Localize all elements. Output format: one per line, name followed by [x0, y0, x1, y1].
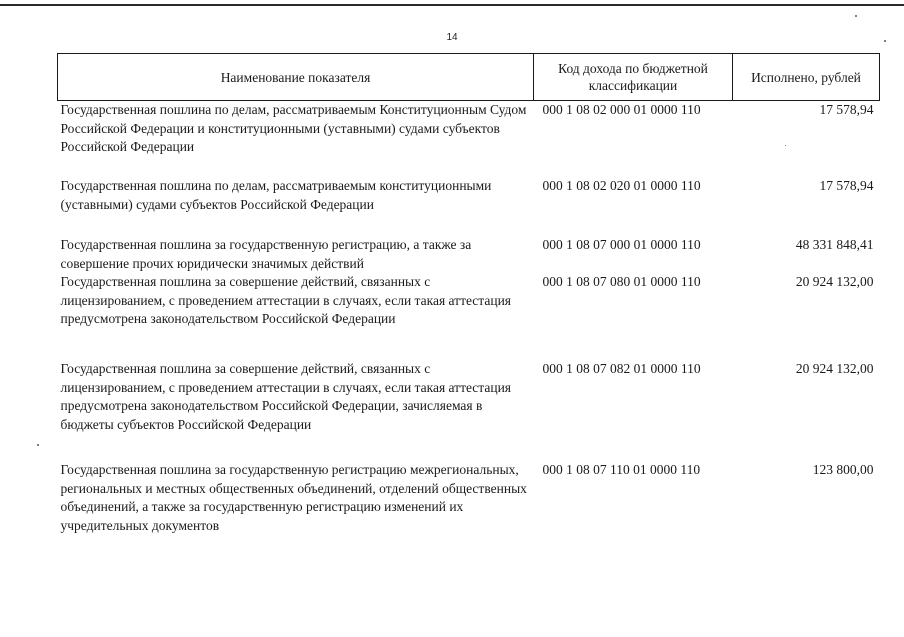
- scan-speck: [884, 40, 886, 42]
- row-name: Государственная пошлина по делам, рассматриваемым конституционными (уставными) судами субъектов Российской Федерации: [60, 178, 492, 212]
- row-amount: 123 800,00: [812, 462, 874, 477]
- top-border-line: [0, 4, 904, 6]
- row-name: Государственная пошлина за совершение действий, связанных с лицензированием, с проведением аттестации в случаях, если такая аттестация предусмотрена законодательством Российской Федерации, зачисляемая в бюджеты субъектов Российской Федерации: [60, 361, 512, 432]
- row-code: 000 1 08 07 082 01 0000 110: [542, 361, 701, 376]
- row-code: 000 1 08 02 020 01 0000 110: [542, 178, 701, 193]
- row-code: 000 1 08 07 110 01 0000 110: [542, 462, 701, 477]
- row-name: Государственная пошлина за государственную регистрацию, а также за совершение прочих юридически значимых действий: [60, 237, 472, 271]
- table-row: [58, 360, 880, 461]
- revenue-table: [57, 53, 880, 561]
- page-number: 14: [446, 32, 458, 43]
- row-amount: 20 924 132,00: [795, 361, 874, 376]
- row-code: 000 1 08 07 000 01 0000 110: [542, 237, 701, 252]
- header-executed: Исполнено, рублей: [733, 54, 880, 101]
- table-row: [58, 236, 880, 273]
- row-amount: 17 578,94: [819, 178, 874, 193]
- row-amount: 48 331 848,41: [795, 237, 874, 252]
- table-row: [58, 273, 880, 360]
- table-row: [58, 177, 880, 236]
- table-row: [58, 461, 880, 561]
- table-row: [58, 101, 880, 178]
- table-header-row: [58, 54, 880, 101]
- row-name: Государственная пошлина по делам, рассматриваемым Конституционным Судом Российской Федерации и конституционными (уставными) судами субъектов Российской Федерации: [60, 102, 527, 154]
- scan-speck: [37, 444, 39, 446]
- row-name: Государственная пошлина за государственную регистрацию межрегиональных, региональных и местных общественных объединений, отделений общественных объединений, а также за государственную регистрацию изменений их учредительных документов: [60, 462, 527, 533]
- row-code: 000 1 08 07 080 01 0000 110: [542, 274, 701, 289]
- header-name: Наименование показателя: [58, 54, 534, 101]
- header-code: Код дохода по бюджетной классификации: [534, 54, 733, 101]
- scan-speck: [855, 15, 857, 17]
- row-code: 000 1 08 02 000 01 0000 110: [542, 102, 701, 117]
- row-amount: 20 924 132,00: [795, 274, 874, 289]
- row-name: Государственная пошлина за совершение действий, связанных с лицензированием, с проведением аттестации в случаях, если такая аттестация предусмотрена законодательством Российской Федерации: [60, 274, 512, 326]
- row-amount: 17 578,94: [819, 102, 874, 117]
